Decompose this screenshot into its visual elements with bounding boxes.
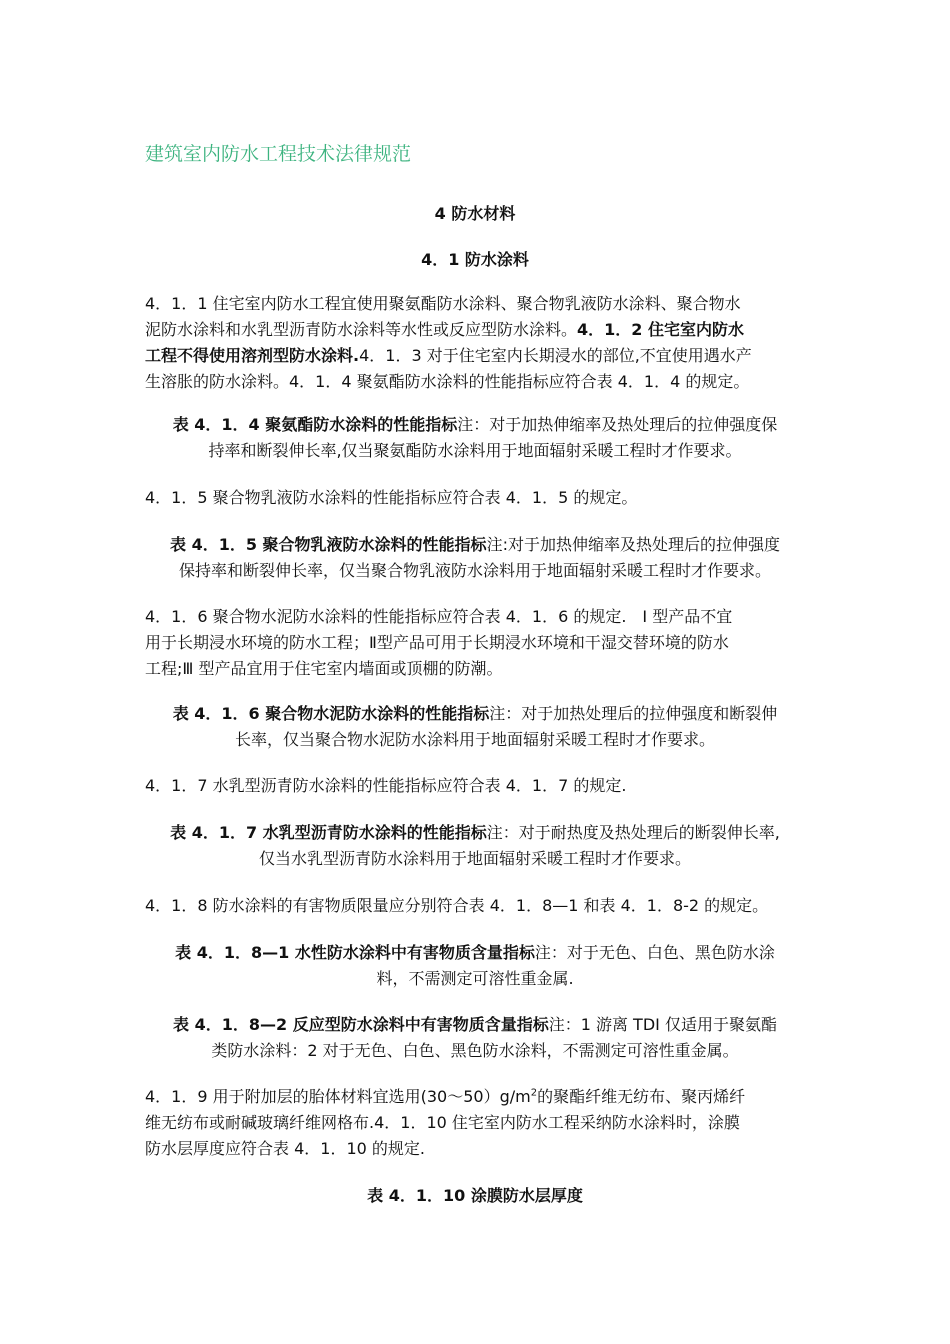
bold-text: 表 4．1．6 聚合物水泥防水涂料的性能指标 (172, 704, 490, 723)
table-caption-4-1-10: 表 4．1．10 涂膜防水层厚度 (367, 1186, 583, 1205)
text-line (145, 1084, 805, 1110)
text-line (145, 412, 805, 438)
text-line: 仅当水乳型沥青防水涂料用于地面辐射采暖工程时才作要求。 (258, 849, 691, 868)
paragraph-4-1-9 (145, 1084, 805, 1162)
text-line (145, 317, 805, 343)
bold-text: 表 4．1．4 聚氨酯防水涂料的性能指标 (172, 415, 458, 434)
bold-text: 表 4．1．8—1 水性防水涂料中有害物质含量指标 (175, 943, 535, 962)
bold-text: 4．1．2 住宅室内防水 (577, 320, 744, 339)
table-caption-4-1-8-1 (145, 940, 805, 992)
text-line (145, 532, 805, 558)
table-caption-4-1-4 (145, 412, 805, 464)
text-run: 注：对于无色、白色、黑色防水涂 (534, 943, 775, 962)
text-line: 生溶胀的防水涂料。4．1．4 聚氨酯防水涂料的性能指标应符合表 4．1．4 的规定。 (145, 372, 750, 391)
table-caption-4-1-6 (145, 701, 805, 753)
text-line: 保持率和断裂伸长率，仅当聚合物乳液防水涂料用于地面辐射采暖工程时才作要求。 (178, 561, 771, 580)
text-line: 料，不需测定可溶性重金属. (376, 969, 574, 988)
paragraph-4-1-1 (145, 291, 805, 395)
text-run: 4．1．9 用于附加层的胎体材料宜选用(30～50）g/m (145, 1087, 531, 1106)
text-line: 持率和断裂伸长率,仅当聚氨酯防水涂料用于地面辐射采暖工程时才作要求。 (208, 441, 742, 460)
superscript: 2 (530, 1087, 538, 1099)
document-title: 建筑室内防水工程技术法律规范 (145, 143, 412, 165)
text-line (145, 701, 805, 727)
text-line: 4．1．5 聚合物乳液防水涂料的性能指标应符合表 4．1．5 的规定。 (145, 488, 638, 507)
text-line: 长率，仅当聚合物水泥防水涂料用于地面辐射采暖工程时才作要求。 (234, 730, 715, 749)
text-line (145, 940, 805, 966)
text-run: 注：对于耐热度及热处理后的断裂伸长率, (486, 823, 780, 842)
text-line: 4．1．1 住宅室内防水工程宜使用聚氨酯防水涂料、聚合物乳液防水涂料、聚合物水 (145, 294, 741, 313)
bold-text: 工程不得使用溶剂型防水涂料. (145, 346, 360, 365)
text-line: 4．1．6 聚合物水泥防水涂料的性能指标应符合表 4．1．6 的规定. Ⅰ 型产品不宜 (145, 607, 733, 626)
paragraph-4-1-7 (145, 773, 805, 799)
text-run: 注：对于加热处理后的拉伸强度和断裂伸 (489, 704, 778, 723)
table-caption-4-1-7 (145, 820, 805, 872)
text-line (145, 1012, 805, 1038)
text-run: 注：1 游离 TDI 仅适用于聚氨酯 (548, 1015, 777, 1034)
table-caption-4-1-8-2 (145, 1012, 805, 1064)
text-line: 4．1．7 水乳型沥青防水涂料的性能指标应符合表 4．1．7 的规定. (145, 776, 627, 795)
table-caption-4-1-5 (145, 532, 805, 584)
paragraph-4-1-8 (145, 893, 805, 919)
text-run: 泥防水涂料和水乳型沥青防水涂料等水性或反应型防水涂料。 (145, 320, 578, 339)
paragraph-4-1-5 (145, 485, 805, 511)
text-run: 4．1．3 对于住宅室内长期浸水的部位,不宜使用遇水产 (359, 346, 752, 365)
text-line: 维无纺布或耐碱玻璃纤维网格布.4．1．10 住宅室内防水工程采纳防水涂料时，涂膜 (145, 1113, 740, 1132)
text-run: 的聚酯纤维无纺布、聚丙烯纤 (537, 1087, 746, 1106)
text-line (145, 820, 805, 846)
text-line: 防水层厚度应符合表 4．1．10 的规定. (145, 1139, 425, 1158)
text-line: 用于长期浸水环境的防水工程；Ⅱ型产品可用于长期浸水环境和干湿交替环境的防水 (145, 633, 729, 652)
bold-text: 表 4．1．5 聚合物乳液防水涂料的性能指标 (170, 535, 487, 554)
section-heading: 4．1 防水涂料 (421, 250, 529, 269)
paragraph-4-1-6 (145, 604, 805, 682)
bold-text: 表 4．1．7 水乳型沥青防水涂料的性能指标 (170, 823, 487, 842)
bold-text: 表 4．1．8—2 反应型防水涂料中有害物质含量指标 (173, 1015, 549, 1034)
text-run: 注：对于加热伸缩率及热处理后的拉伸强度保 (457, 415, 778, 434)
text-line: 4．1．8 防水涂料的有害物质限量应分别符合表 4．1．8—1 和表 4．1．8-2 的规定。 (145, 896, 769, 915)
text-line (145, 343, 805, 369)
text-line: 工程;Ⅲ 型产品宜用于住宅室内墙面或顶棚的防潮。 (145, 659, 503, 678)
chapter-heading: 4 防水材料 (434, 204, 516, 223)
text-line: 类防水涂料：2 对于无色、白色、黑色防水涂料，不需测定可溶性重金属。 (211, 1041, 739, 1060)
text-run: 注:对于加热伸缩率及热处理后的拉伸强度 (486, 535, 780, 554)
